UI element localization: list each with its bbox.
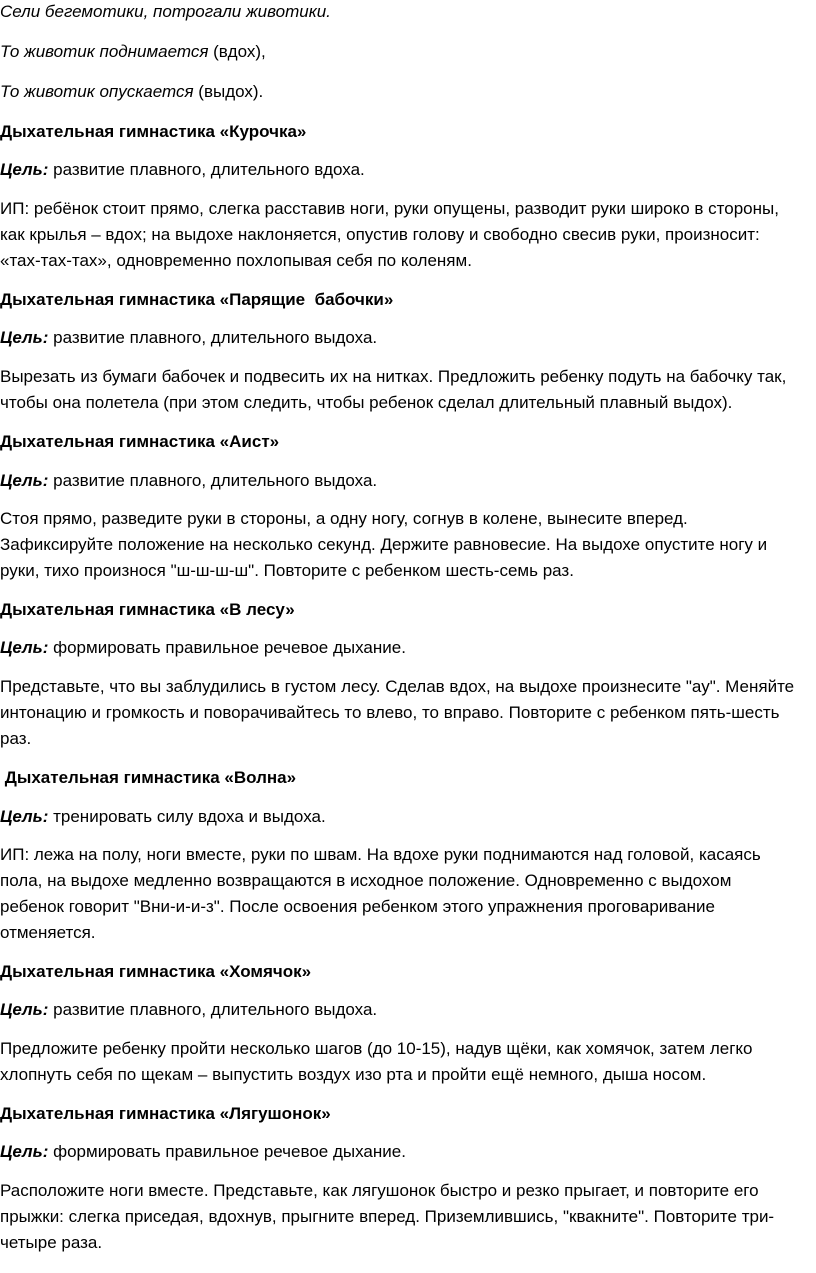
intro-line-2-rest: (вдох), [208,42,266,61]
paragraph-line: Расположите ноги вместе. Представьте, как лягушонок быстро и резко прыгает, и повторите его [0,1181,759,1200]
paragraph-line: ИП: ребёнок стоит прямо, слегка расставив ноги, руки опущены, разводит руки широко в стороны, [0,199,779,218]
goal-label: Цель: [0,471,49,490]
section-goal-kurochka [0,158,365,182]
paragraph-line: Зафиксируйте положение на несколько секунд. Держите равновесие. На выдохе опустите ногу и [0,535,768,554]
section-goal-v-lesu [0,636,406,660]
paragraph-line: четыре раза. [0,1233,103,1252]
section-title-v-lesu: Дыхательная гимнастика «В лесу» [0,600,295,619]
goal-label: Цель: [0,807,49,826]
paragraph-line: хлопнуть себя по щекам – выпустить воздух изо рта и пройти ещё немного, дыша носом. [0,1065,707,1084]
section-title-babochki: Дыхательная гимнастика «Парящие бабочки» [0,290,394,309]
goal-text: развитие плавного, длительного выдоха. [48,471,378,490]
section-title-lyagushonok: Дыхательная гимнастика «Лягушонок» [0,1104,331,1123]
section-title-kurochka: Дыхательная гимнастика «Курочка» [0,122,307,141]
paragraph-line: пола, на выдохе медленно возвращаются в исходное положение. Одновременно с выдохом [0,871,732,890]
intro-line-1: Сели бегемотики, потрогали животики. [0,2,331,21]
section-goal-khomyachok [0,998,377,1022]
section-title-volna: Дыхательная гимнастика «Волна» [0,768,297,787]
intro-line-3-italic: То животик опускается [0,82,194,101]
paragraph-line: ребенок говорит "Вни-и-и-з". После освоения ребенком этого упражнения проговаривание [0,897,715,916]
intro-line-2-italic: То животик поднимается [0,42,209,61]
section-goal-lyagushonok [0,1140,406,1164]
goal-label: Цель: [0,328,49,347]
paragraph-line: отменяется. [0,923,96,942]
goal-text: формировать правильное речевое дыхание. [48,1142,406,1161]
goal-text: развитие плавного, длительного выдоха. [48,328,378,347]
goal-label: Цель: [0,638,49,657]
goal-text: развитие плавного, длительного выдоха. [48,1000,378,1019]
goal-label: Цель: [0,1000,49,1019]
paragraph-line: Стоя прямо, разведите руки в стороны, а одну ногу, согнув в колене, вынесите вперед. [0,509,688,528]
paragraph-line: Вырезать из бумаги бабочек и подвесить их на нитках. Предложить ребенку подуть на бабочку так, [0,367,787,386]
section-title-khomyachok: Дыхательная гимнастика «Хомячок» [0,962,312,981]
paragraph-line: «тах-тах-тах», одновременно похлопывая себя по коленям. [0,251,472,270]
intro-line-3-rest: (выдох). [193,82,264,101]
paragraph-line: интонацию и громкость и поворачивайтесь то влево, то вправо. Повторите с ребенком пять-шесть [0,703,780,722]
goal-label: Цель: [0,1142,49,1161]
section-goal-babochki [0,326,377,350]
goal-text: развитие плавного, длительного вдоха. [48,160,365,179]
section-goal-aist [0,469,377,493]
paragraph-line: руки, тихо произнося "ш-ш-ш-ш". Повторите с ребенком шесть-семь раз. [0,561,574,580]
paragraph-line: раз. [0,729,32,748]
paragraph-line: Предложите ребенку пройти несколько шагов (до 10-15), надув щёки, как хомячок, затем легко [0,1039,753,1058]
goal-label: Цель: [0,160,49,179]
paragraph-line: прыжки: слегка приседая, вдохнув, прыгните вперед. Приземлившись, "квакните". Повторите три- [0,1207,775,1226]
paragraph-line: чтобы она полетела (при этом следить, чтобы ребенок сделал длительный плавный выдох). [0,393,733,412]
paragraph-line: как крылья – вдох; на выдохе наклоняется, опустив голову и свободно свесив руки, произносит: [0,225,760,244]
paragraph-line: Представьте, что вы заблудились в густом лесу. Сделав вдох, на выдохе произнесите "ау". Меняйте [0,677,795,696]
intro-line-2 [0,40,266,64]
goal-text: тренировать силу вдоха и выдоха. [48,807,326,826]
paragraph-line: ИП: лежа на полу, ноги вместе, руки по швам. На вдохе руки поднимаются над головой, касаясь [0,845,761,864]
intro-line-3 [0,80,263,104]
section-title-aist: Дыхательная гимнастика «Аист» [0,432,280,451]
goal-text: формировать правильное речевое дыхание. [48,638,406,657]
section-goal-volna [0,805,326,829]
